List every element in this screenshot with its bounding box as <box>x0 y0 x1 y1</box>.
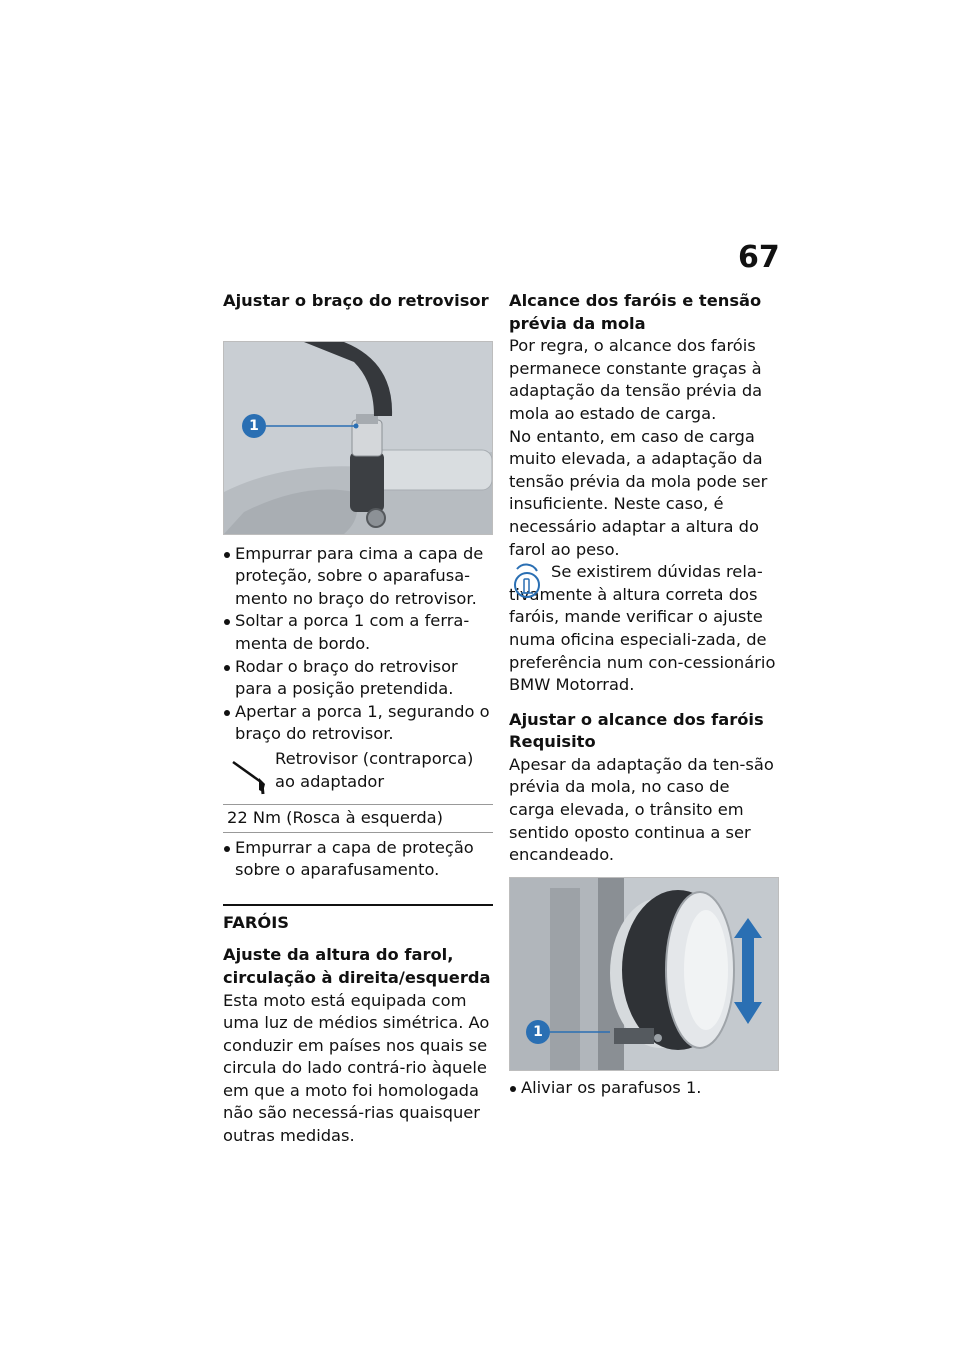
right-column <box>509 290 779 1099</box>
paragraph: Apesar da adaptação da ten-são prévia da mola, no caso de carga elevada, o trânsito em sentido oposto continua a ser encandeado. <box>509 754 774 865</box>
figure-mirror-arm <box>223 341 493 535</box>
torque-value: 22 Nm (Rosca à esquerda) <box>223 804 493 833</box>
list-item: Apertar a porca 1, segurando o braço do retrovisor. <box>223 701 493 746</box>
mirror-arm-illustration <box>224 342 492 534</box>
paragraph: Esta moto está equipada com uma luz de médios simétrica. Ao conduzir em países nos quais se circula do lado contrá-rio àquele em que a moto foi homologada não são necessá-rias quaisquer outras medidas. <box>223 990 490 1146</box>
list-item: Aliviar os parafusos 1. <box>509 1077 779 1100</box>
torque-spec <box>223 748 493 833</box>
page-number: 67 <box>738 240 780 275</box>
callout-1: 1 <box>242 414 266 438</box>
note <box>509 561 779 697</box>
paragraph: No entanto, em caso de carga muito elevada, a adaptação da tensão prévia da mola pode ser insuficiente. Neste caso, é necessário adaptar a altura do farol ao peso. <box>509 426 768 559</box>
heading-headlight-traffic: Ajuste da altura do farol, circulação à direita/esquerda <box>223 945 491 987</box>
note-text: Se existirem dúvidas rela-tivamente à altura correta dos faróis, mande verificar o ajuste numa oficina especiali-zada, de preferência num con-cessionário BMW Motorrad. <box>509 562 776 695</box>
callout-1: 1 <box>526 1020 550 1044</box>
list-item: Empurrar para cima a capa de proteção, sobre o aparafusa-mento no braço do retrovisor. <box>223 543 493 611</box>
left-column <box>223 290 493 1148</box>
section-divider <box>223 904 493 906</box>
torque-label: Retrovisor (contraporca) ao adaptador <box>275 748 474 791</box>
heading-mirror-arm: Ajustar o braço do retrovisor <box>223 291 489 310</box>
section-title: FARÓIS <box>223 912 290 932</box>
info-bulb-icon <box>509 563 543 610</box>
subheading-requirement: Requisito <box>509 732 596 752</box>
heading-headlight-range: Alcance dos faróis e tensão prévia da mola <box>509 291 762 333</box>
list-item: Rodar o braço do retrovisor para a posição pretendida. <box>223 656 493 701</box>
heading-adjust-range: Ajustar o alcance dos faróis <box>509 709 764 729</box>
figure-headlight <box>509 877 779 1071</box>
paragraph: Por regra, o alcance dos faróis permanece constante graças à adaptação da tensão prévia da mola ao estado de carga. <box>509 336 763 423</box>
list-item: Empurrar a capa de proteção sobre o aparafusamento. <box>223 837 493 882</box>
list-item: Soltar a porca 1 com a ferra-menta de bordo. <box>223 610 493 655</box>
torque-wrench-icon <box>223 748 275 804</box>
headlight-illustration <box>510 878 778 1070</box>
